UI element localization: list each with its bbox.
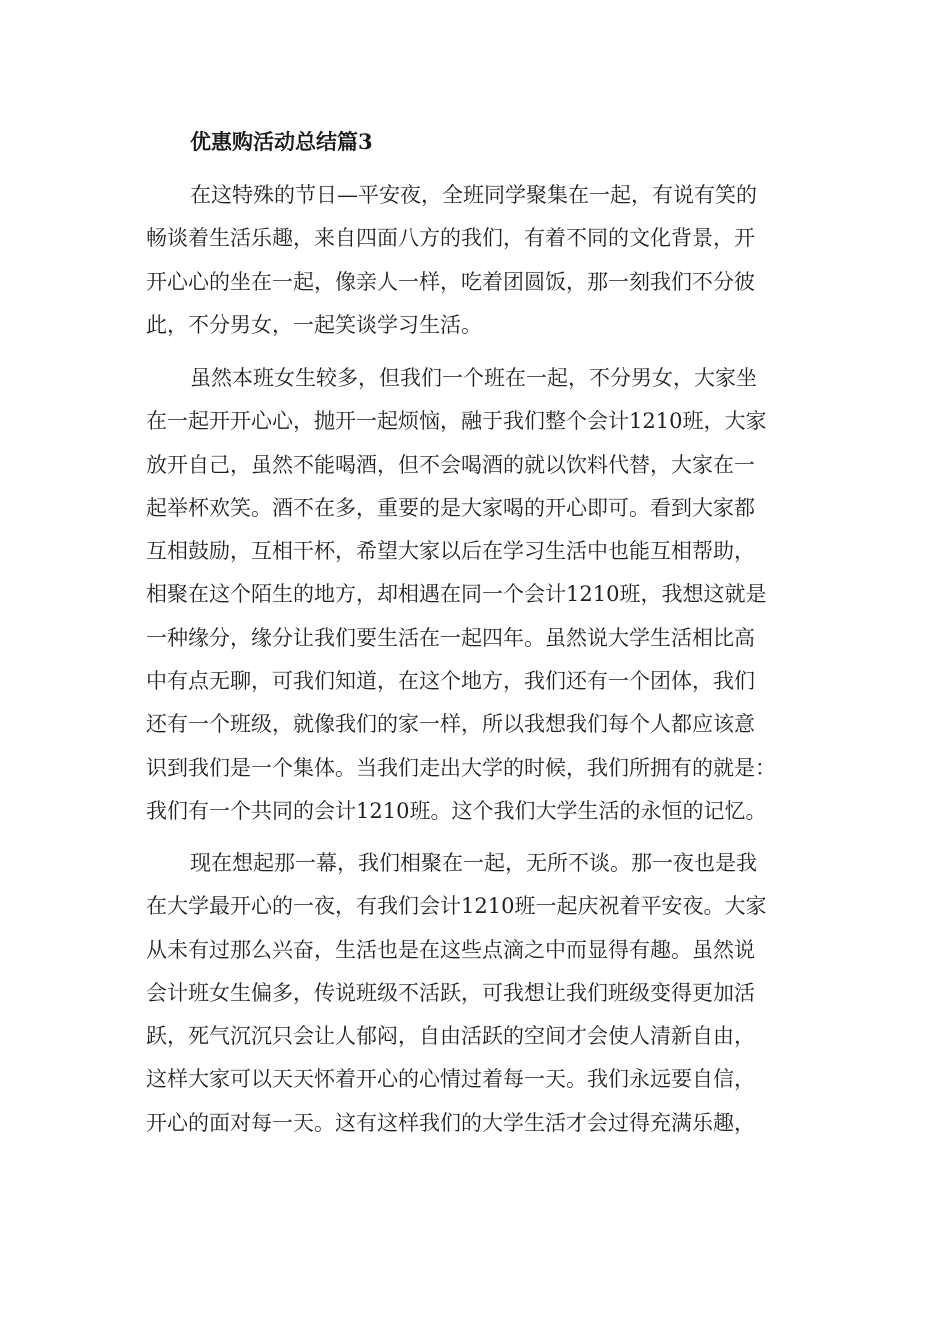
paragraph-line: 一种缘分，缘分让我们要生活在一起四年。虽然说大学生活相比高: [146, 625, 755, 650]
paragraph-line: 中有点无聊，可我们知道，在这个地方，我们还有一个团体，我们: [146, 669, 755, 694]
paragraph: [146, 357, 816, 833]
paragraph-line: 开心的面对每一天。这有这样我们的大学生活才会过得充满乐趣，: [146, 1110, 755, 1135]
paragraph: [146, 842, 816, 1145]
paragraph-line: 在一起开开心心，抛开一起烦恼，融于我们整个会计1210班，大家: [146, 409, 767, 434]
paragraph-line: 在大学最开心的一夜，有我们会计1210班一起庆祝着平安夜。大家: [146, 894, 767, 919]
paragraph-line: 开心心的坐在一起，像亲人一样，吃着团圆饭，那一刻我们不分彼: [146, 269, 755, 294]
paragraph-line: 互相鼓励，互相干杯，希望大家以后在学习生活中也能互相帮助，: [146, 539, 755, 564]
paragraph-line: 起举杯欢笑。酒不在多，重要的是大家喝的开心即可。看到大家都: [146, 495, 755, 520]
paragraph: [146, 174, 816, 347]
paragraph-line: 现在想起那一幕，我们相聚在一起，无所不谈。那一夜也是我: [190, 851, 757, 875]
paragraph-line: 虽然本班女生较多，但我们一个班在一起，不分男女，大家坐: [190, 366, 757, 390]
paragraph-line: 畅谈着生活乐趣，来自四面八方的我们，有着不同的文化背景，开: [146, 226, 755, 251]
document-title: 优惠购活动总结篇3: [190, 129, 373, 154]
paragraph-line: 会计班女生偏多，传说班级不活跃，可我想让我们班级变得更加活: [146, 980, 755, 1005]
paragraph-line: 这样大家可以天天怀着开心的心情过着每一天。我们永远要自信，: [146, 1067, 755, 1092]
paragraph-line: 我们有一个共同的会计1210班。这个我们大学生活的永恒的记忆。: [146, 798, 767, 823]
paragraph-line: 还有一个班级，就像我们的家一样，所以我想我们每个人都应该意: [146, 712, 755, 737]
paragraph-line: 此，不分男女，一起笑谈学习生活。: [146, 312, 482, 337]
paragraph-line: 识到我们是一个集体。当我们走出大学的时候，我们所拥有的就是：: [146, 755, 776, 780]
paragraph-line: 从未有过那么兴奋，生活也是在这些点滴之中而显得有趣。虽然说: [146, 937, 755, 962]
paragraph-line: 放开自己，虽然不能喝酒，但不会喝酒的就以饮料代替，大家在一: [146, 452, 755, 477]
paragraph-line: 在这特殊的节日—平安夜，全班同学聚集在一起，有说有笑的: [190, 183, 757, 207]
paragraph-line: 跃，死气沉沉只会让人郁闷，自由活跃的空间才会使人清新自由，: [146, 1024, 755, 1049]
paragraph-line: 相聚在这个陌生的地方，却相遇在同一个会计1210班，我想这就是: [146, 582, 767, 607]
